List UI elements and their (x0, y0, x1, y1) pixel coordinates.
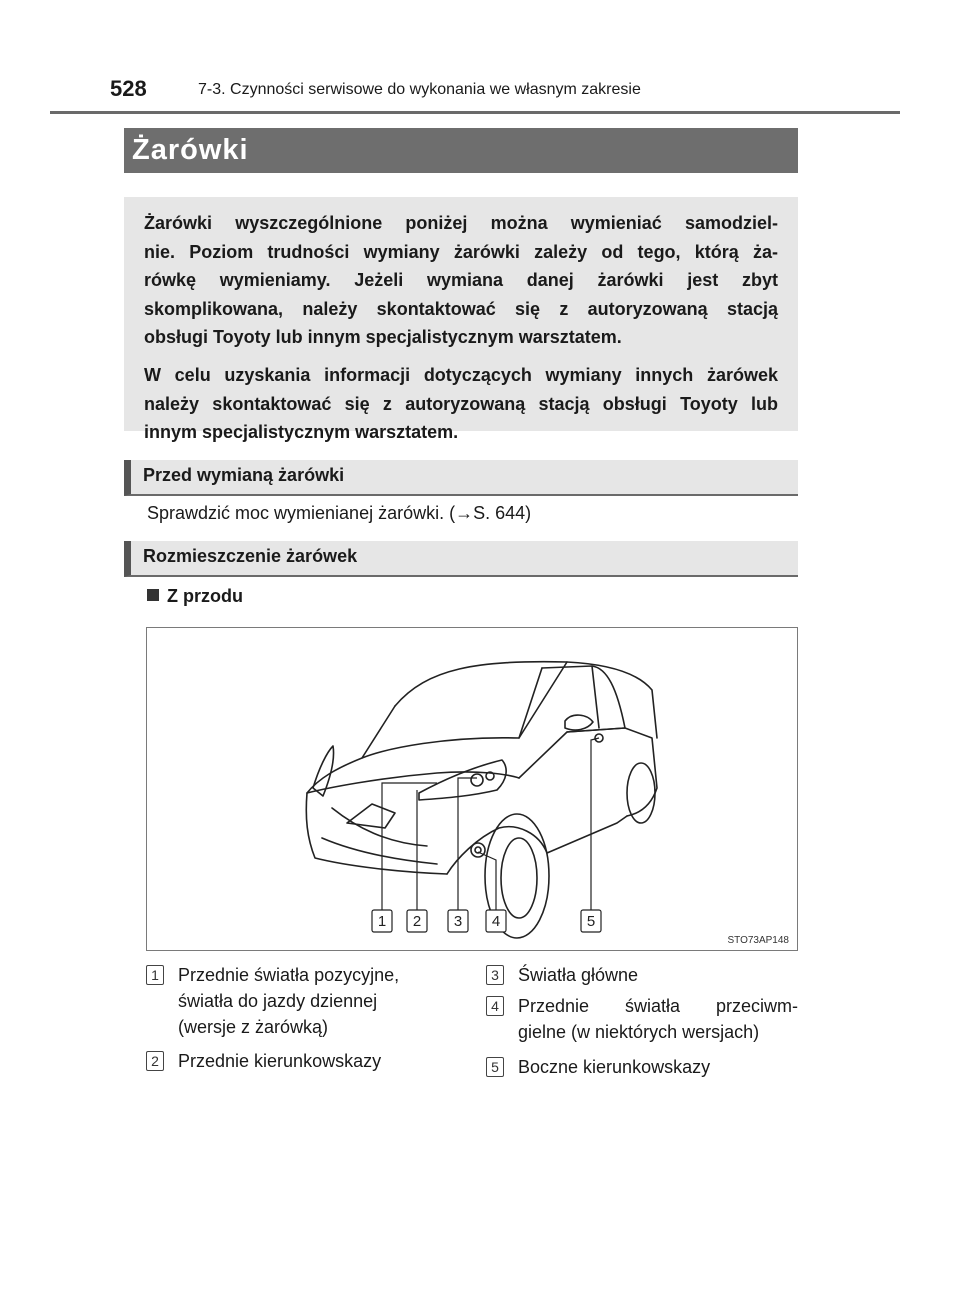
square-bullet-icon (147, 589, 159, 601)
intro-line: nie. Poziom trudności wymiany żarówki zależy od tego, którą ża- (144, 241, 778, 262)
rear-wheel (627, 763, 655, 823)
header-rule (50, 111, 900, 114)
legend-number: 3 (486, 965, 504, 985)
callout-5 (581, 910, 601, 932)
intro-line: innym specjalistycznym warsztatem. (144, 422, 459, 443)
page-header (110, 76, 800, 108)
running-head: 7-3. Czynności serwisowe do wykonania we własnym zakresie (198, 81, 641, 98)
callout-4 (486, 910, 506, 932)
side-mirror (565, 715, 593, 730)
legend-line: Przednie światła przeciwm- (518, 996, 798, 1016)
intro-line: obsługi Toyoty lub innym specjalistycznym warsztatem. (144, 327, 622, 348)
legend-number: 4 (486, 996, 504, 1016)
intro-line: W celu uzyskania informacji dotyczących wymiany innych żarówek (144, 364, 778, 385)
figure-code: STO73AP148 (727, 935, 789, 946)
check-power-text: Sprawdzić moc wymienianej żarówki. (→S. 644) (147, 503, 532, 523)
legend-text (518, 962, 638, 988)
legend-number: 2 (146, 1051, 164, 1071)
legend-number: 5 (486, 1057, 504, 1077)
car-side (519, 728, 657, 816)
section-heading-locations (124, 541, 798, 577)
legend-text (178, 962, 399, 1040)
intro-line: rówkę wymieniamy. Jeżeli wymiana danej żarówki jest zbyt (144, 270, 778, 291)
callout-1 (372, 910, 392, 932)
callout-2-label: 2 (412, 913, 422, 930)
intro-line: należy skontaktować się z autoryzowaną stacją obsługi Toyoty lub (144, 393, 778, 414)
legend-text (518, 1054, 710, 1080)
fog-lamp (471, 843, 485, 857)
legend-number: 1 (146, 965, 164, 985)
intro-line: skomplikowana, należy skontaktować się z autoryzowaną stacją (144, 298, 778, 319)
page-number: 528 (110, 76, 147, 101)
section-heading-text: Rozmieszczenie żarówek (143, 546, 358, 566)
legend-line: Przednie kierunkowskazy (178, 1051, 382, 1071)
legend-line: Boczne kierunkowskazy (518, 1057, 711, 1077)
subheading-front (147, 586, 243, 607)
callout-3-label: 3 (453, 913, 463, 930)
section-heading-text: Przed wymianą żarówki (143, 465, 345, 485)
intro-line: Żarówki wyszczególnione poniżej można wymieniać samodziel- (144, 213, 778, 233)
intro-paragraph-2 (144, 361, 778, 447)
subheading-text: Z przodu (167, 586, 243, 606)
page-title: Żarówki (132, 134, 249, 166)
title-bar (124, 128, 798, 173)
legend-line: gielne (w niektórych wersjach) (518, 1022, 760, 1042)
legend-text (178, 1048, 381, 1074)
legend-line: światła do jazdy dziennej (178, 991, 378, 1011)
callout-5-label: 5 (586, 913, 596, 930)
intro-box (124, 197, 798, 443)
legend-line: Światła główne (518, 965, 639, 985)
callout-3 (448, 910, 468, 932)
car-windshield (362, 662, 567, 758)
section-heading-before (124, 460, 798, 496)
callout-4-label: 4 (491, 913, 501, 930)
car-front-figure (146, 627, 798, 951)
callout-1-label: 1 (377, 913, 387, 930)
car-illustration (147, 628, 797, 950)
legend-line: Przednie światła pozycyjne, (178, 965, 400, 985)
headlight (419, 760, 506, 800)
legend-text (518, 993, 798, 1045)
intro-paragraph-1 (144, 209, 778, 352)
callout-2 (407, 910, 427, 932)
legend-line: (wersje z żarówką) (178, 1017, 329, 1037)
